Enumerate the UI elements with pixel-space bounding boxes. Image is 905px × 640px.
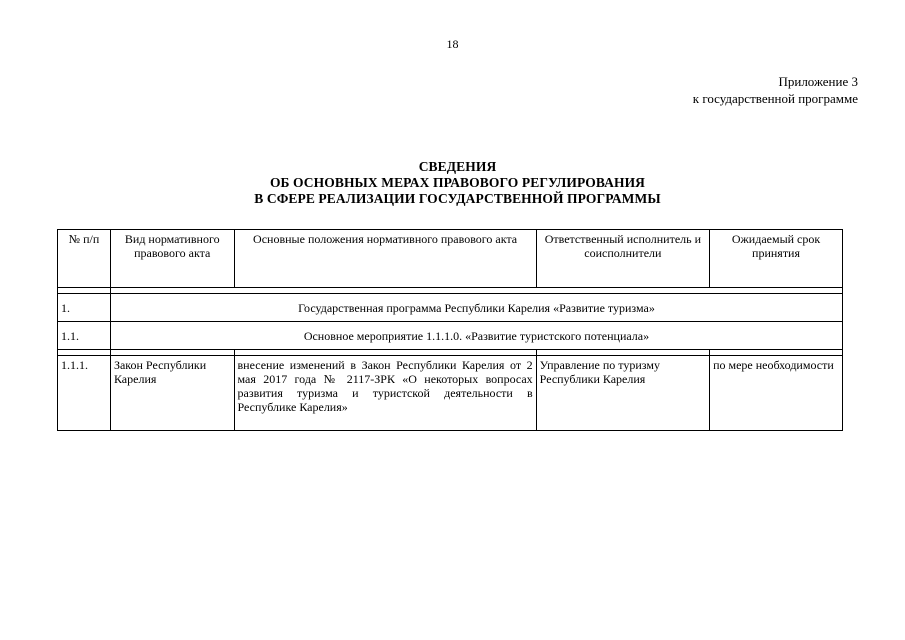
main-activity-name: Основное мероприятие 1.1.1.0. «Развитие туристского потенциала» [110, 322, 842, 350]
term-cell: по мере необходимости [710, 356, 843, 431]
annex-program-ref: к государственной программе [692, 91, 858, 106]
title-line-2: ОБ ОСНОВНЫХ МЕРАХ ПРАВОВОГО РЕГУЛИРОВАНИЯ [269, 175, 646, 190]
table-row [58, 322, 843, 350]
row-number: 1.1.1. [58, 356, 111, 431]
title-line-3: В СФЕРЕ РЕАЛИЗАЦИИ ГОСУДАРСТВЕННОЙ ПРОГРАММЫ [254, 191, 661, 206]
header-number: № п/п [58, 230, 111, 288]
program-name: Государственная программа Республики Карелия «Развитие туризма» [110, 294, 842, 322]
page-number: 18 [446, 37, 459, 51]
executor-cell: Управление по туризму Республики Карелия [536, 356, 709, 431]
row-number: 1.1. [58, 322, 111, 350]
header-act-type: Вид нормативного правового акта [110, 230, 234, 288]
legal-measures-table [57, 229, 843, 431]
table-header-row [58, 230, 843, 288]
table-row [58, 294, 843, 322]
table-row [58, 356, 843, 431]
row-number: 1. [58, 294, 111, 322]
act-type-cell: Закон Республики Карелия [110, 356, 234, 431]
annex-reference [693, 73, 858, 107]
document-title [0, 159, 905, 207]
header-executor: Ответственный исполнитель и соисполнители [536, 230, 709, 288]
header-term: Ожидаемый срок принятия [710, 230, 843, 288]
title-line-1: СВЕДЕНИЯ [418, 159, 497, 174]
annex-number: Приложение 3 [778, 74, 858, 89]
provisions-cell: внесение изменений в Закон Республики Карелия от 2 мая 2017 года № 2117-ЗРК «О некоторых вопросах развития туризма и туристской деятельности в Республике Карелия» [234, 356, 536, 431]
header-provisions: Основные положения нормативного правового акта [234, 230, 536, 288]
